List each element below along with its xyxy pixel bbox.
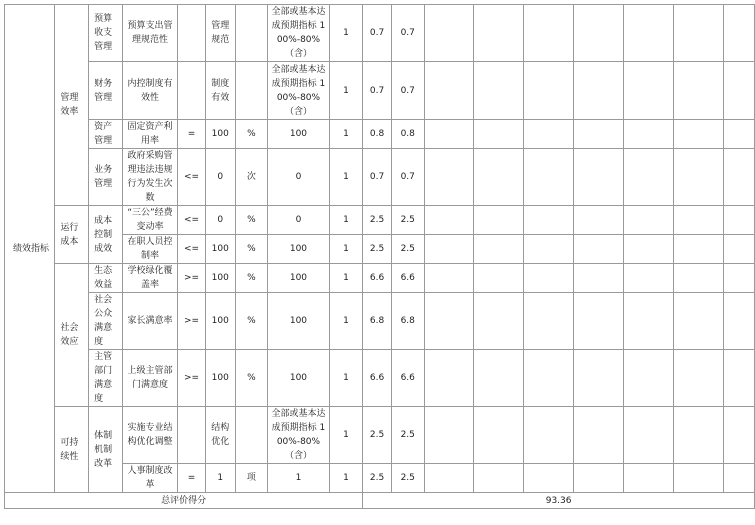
empty-cell [573, 149, 623, 206]
score-cell: 0.7 [363, 62, 392, 120]
unit-cell [235, 5, 268, 62]
weight-cell: 1 [329, 62, 363, 120]
empty-cell [523, 235, 573, 264]
actual-cell: 0 [268, 149, 329, 206]
score-cell: 2.5 [363, 464, 392, 493]
empty-cell [674, 407, 724, 464]
weight-cell: 1 [329, 464, 363, 493]
table-row [5, 149, 755, 206]
weight-cell: 1 [329, 407, 363, 464]
empty-cell [674, 293, 724, 350]
unit-cell: % [235, 120, 268, 149]
indicator-cell: 学校绿化覆盖率 [122, 264, 177, 293]
empty-cell [724, 235, 755, 264]
indicator-cell: 内控制度有效性 [122, 62, 177, 120]
empty-cell [473, 62, 523, 120]
level2-cell: 社会效应 [55, 264, 89, 407]
empty-cell [724, 407, 755, 464]
target-cell: 100 [205, 264, 235, 293]
weight-cell: 1 [329, 120, 363, 149]
level2-cell: 管理效率 [55, 5, 89, 206]
operator-cell: <= [178, 149, 206, 206]
target-cell: 1 [205, 464, 235, 493]
table-row [5, 350, 755, 407]
empty-cell [573, 464, 623, 493]
performance-table [4, 4, 755, 509]
score-cell: 2.5 [363, 407, 392, 464]
actual-cell: 全部或基本达成预期指标 100%-80%（含） [268, 5, 329, 62]
target-cell: 100 [205, 120, 235, 149]
actual-cell: 全部或基本达成预期指标 100%-80%（含） [268, 62, 329, 120]
target-cell: 管理规范 [205, 5, 235, 62]
operator-cell: = [178, 464, 206, 493]
empty-cell [424, 293, 473, 350]
weight-cell: 1 [329, 206, 363, 235]
actual-cell: 1 [268, 464, 329, 493]
empty-cell [523, 120, 573, 149]
empty-cell [724, 464, 755, 493]
empty-cell [573, 5, 623, 62]
target-cell: 0 [205, 206, 235, 235]
empty-cell [473, 264, 523, 293]
empty-cell [424, 235, 473, 264]
level2-cell: 运行成本 [55, 206, 89, 264]
operator-cell: >= [178, 350, 206, 407]
score-cell: 6.8 [363, 293, 392, 350]
score-cell: 0.8 [363, 120, 392, 149]
empty-cell [724, 5, 755, 62]
empty-cell [724, 120, 755, 149]
level3-cell: 业务管理 [89, 149, 123, 206]
score-cell: 0.7 [363, 5, 392, 62]
total-row [5, 493, 755, 509]
operator-cell [178, 62, 206, 120]
level3-cell: 体制机制改革 [89, 407, 123, 493]
level1-cell: 绩效指标 [5, 5, 55, 493]
level3-cell: 成本控制成效 [89, 206, 123, 264]
actual-cell: 100 [268, 264, 329, 293]
actual-cell: 0 [268, 206, 329, 235]
indicator-cell: 预算支出管理规范性 [122, 5, 177, 62]
target-cell: 100 [205, 293, 235, 350]
score-cell: 2.5 [363, 206, 392, 235]
score-cell: 2.5 [391, 407, 424, 464]
target-cell: 0 [205, 149, 235, 206]
empty-cell [624, 464, 674, 493]
empty-cell [424, 264, 473, 293]
empty-cell [473, 464, 523, 493]
actual-cell: 100 [268, 350, 329, 407]
empty-cell [573, 206, 623, 235]
score-cell: 6.6 [363, 264, 392, 293]
empty-cell [624, 293, 674, 350]
score-cell: 2.5 [391, 235, 424, 264]
score-cell: 6.6 [391, 264, 424, 293]
score-cell: 0.7 [391, 62, 424, 120]
empty-cell [573, 120, 623, 149]
actual-cell: 全部或基本达成预期指标 100%-80%（含） [268, 407, 329, 464]
indicator-cell: 上级主管部门满意度 [122, 350, 177, 407]
empty-cell [624, 407, 674, 464]
weight-cell: 1 [329, 5, 363, 62]
empty-cell [473, 350, 523, 407]
empty-cell [674, 464, 724, 493]
target-cell: 制度有效 [205, 62, 235, 120]
total-label: 总评价得分 [5, 493, 363, 509]
empty-cell [624, 62, 674, 120]
actual-cell: 100 [268, 293, 329, 350]
unit-cell: % [235, 293, 268, 350]
empty-cell [724, 350, 755, 407]
score-cell: 0.8 [391, 120, 424, 149]
level3-cell: 生态效益 [89, 264, 123, 293]
target-cell: 100 [205, 350, 235, 407]
unit-cell: % [235, 350, 268, 407]
level3-cell: 主管部门满意度 [89, 350, 123, 407]
empty-cell [573, 264, 623, 293]
empty-cell [624, 235, 674, 264]
weight-cell: 1 [329, 293, 363, 350]
unit-cell: % [235, 235, 268, 264]
empty-cell [674, 350, 724, 407]
level3-cell: 财务管理 [89, 62, 123, 120]
score-cell: 6.6 [391, 350, 424, 407]
empty-cell [523, 62, 573, 120]
operator-cell: >= [178, 264, 206, 293]
table-row [5, 407, 755, 464]
empty-cell [424, 206, 473, 235]
target-cell: 100 [205, 235, 235, 264]
empty-cell [724, 206, 755, 235]
unit-cell: % [235, 264, 268, 293]
operator-cell [178, 5, 206, 62]
empty-cell [624, 206, 674, 235]
indicator-cell: 政府采购管理违法违规行为发生次数 [122, 149, 177, 206]
level2-cell: 可持续性 [55, 407, 89, 493]
indicator-cell: 在职人员控制率 [122, 235, 177, 264]
table-row [5, 120, 755, 149]
weight-cell: 1 [329, 149, 363, 206]
empty-cell [523, 149, 573, 206]
empty-cell [624, 120, 674, 149]
operator-cell [178, 407, 206, 464]
table-row [5, 5, 755, 62]
empty-cell [424, 62, 473, 120]
score-cell: 2.5 [391, 464, 424, 493]
table-row [5, 62, 755, 120]
empty-cell [424, 350, 473, 407]
empty-cell [573, 235, 623, 264]
empty-cell [523, 5, 573, 62]
indicator-cell: 实施专业结构优化调整 [122, 407, 177, 464]
level3-cell: 资产管理 [89, 120, 123, 149]
empty-cell [523, 350, 573, 407]
operator-cell: >= [178, 293, 206, 350]
actual-cell: 100 [268, 235, 329, 264]
score-cell: 0.7 [391, 5, 424, 62]
empty-cell [724, 293, 755, 350]
table-row [5, 264, 755, 293]
empty-cell [573, 407, 623, 464]
score-cell: 2.5 [391, 206, 424, 235]
empty-cell [424, 464, 473, 493]
empty-cell [473, 206, 523, 235]
weight-cell: 1 [329, 264, 363, 293]
total-value: 93.36 [363, 493, 755, 509]
empty-cell [523, 293, 573, 350]
empty-cell [674, 5, 724, 62]
empty-cell [724, 62, 755, 120]
weight-cell: 1 [329, 350, 363, 407]
empty-cell [624, 5, 674, 62]
empty-cell [624, 149, 674, 206]
empty-cell [424, 407, 473, 464]
score-cell: 6.8 [391, 293, 424, 350]
weight-cell: 1 [329, 235, 363, 264]
empty-cell [473, 407, 523, 464]
empty-cell [424, 5, 473, 62]
score-cell: 2.5 [363, 235, 392, 264]
target-cell: 结构优化 [205, 407, 235, 464]
actual-cell: 100 [268, 120, 329, 149]
empty-cell [573, 62, 623, 120]
unit-cell: 项 [235, 464, 268, 493]
score-cell: 0.7 [391, 149, 424, 206]
indicator-cell: 家长满意率 [122, 293, 177, 350]
empty-cell [473, 5, 523, 62]
empty-cell [674, 264, 724, 293]
empty-cell [473, 149, 523, 206]
empty-cell [473, 120, 523, 149]
empty-cell [624, 264, 674, 293]
empty-cell [674, 235, 724, 264]
empty-cell [523, 407, 573, 464]
empty-cell [424, 120, 473, 149]
table-row [5, 293, 755, 350]
unit-cell [235, 62, 268, 120]
empty-cell [674, 120, 724, 149]
unit-cell: 次 [235, 149, 268, 206]
empty-cell [624, 350, 674, 407]
operator-cell: = [178, 120, 206, 149]
indicator-cell: 人事制度改革 [122, 464, 177, 493]
empty-cell [473, 235, 523, 264]
empty-cell [473, 293, 523, 350]
unit-cell: % [235, 206, 268, 235]
empty-cell [674, 149, 724, 206]
table-row [5, 206, 755, 235]
indicator-cell: 固定资产利用率 [122, 120, 177, 149]
empty-cell [724, 264, 755, 293]
empty-cell [523, 464, 573, 493]
empty-cell [424, 149, 473, 206]
score-cell: 6.6 [363, 350, 392, 407]
empty-cell [573, 350, 623, 407]
operator-cell: <= [178, 206, 206, 235]
unit-cell [235, 407, 268, 464]
level3-cell: 社会公众满意度 [89, 293, 123, 350]
empty-cell [674, 206, 724, 235]
indicator-cell: “三公”经费变动率 [122, 206, 177, 235]
empty-cell [523, 264, 573, 293]
empty-cell [573, 293, 623, 350]
empty-cell [674, 62, 724, 120]
score-cell: 0.7 [363, 149, 392, 206]
empty-cell [724, 149, 755, 206]
level3-cell: 预算收支管理 [89, 5, 123, 62]
operator-cell: <= [178, 235, 206, 264]
empty-cell [523, 206, 573, 235]
